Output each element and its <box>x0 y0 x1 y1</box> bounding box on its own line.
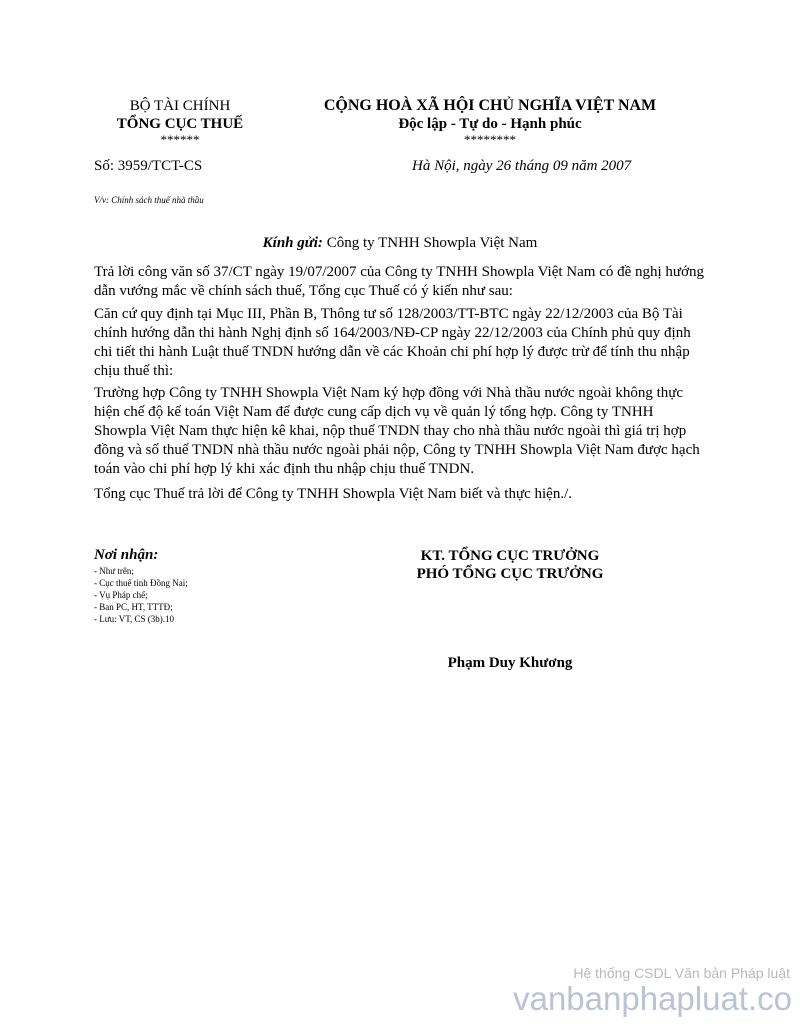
recipient-line <box>0 235 800 252</box>
issuing-agency: TỔNG CỤC THUẾ <box>116 116 244 132</box>
body-paragraph: Căn cứ quy định tại Mục III, Phần B, Thông tư số 128/2003/TT-BTC ngày 22/12/2003 của Bộ Tài chính hướng dẫn thi hành Nghị định số 164/2003/NĐ-CP ngày 22/12/2003 của Chính phủ quy định chi tiết thi hành Luật thuế TNDN hướng dẫn về các Khoản chi phí hợp lý được trừ để tính thu nhập chịu thuế thì: <box>94 306 691 379</box>
body-paragraph: Trả lời công văn số 37/CT ngày 19/07/2007 của Công ty TNHH Showpla Việt Nam có đề nghị hướng dẫn vướng mắc về chính sách thuế, Tổng cục Thuế có ý kiến như sau: <box>94 264 704 299</box>
document-number: Số: 3959/TCT-CS <box>94 158 203 174</box>
document-subject: V/v: Chính sách thuế nhà thầu <box>94 195 204 205</box>
recipients-list-item: - Lưu: VT, CS (3b).10 <box>94 614 175 624</box>
recipients-list-item: - Vụ Pháp chế; <box>94 590 148 600</box>
national-motto: Độc lập - Tự do - Hạnh phúc <box>398 116 582 132</box>
signature-block <box>360 547 660 583</box>
watermark-caption: Hệ thống CSDL Văn bản Pháp luật <box>573 965 790 981</box>
recipients-list-item: - Cục thuế tỉnh Đồng Nai; <box>94 578 188 588</box>
nation-title: CỘNG HOÀ XÃ HỘI CHỦ NGHĨA VIỆT NAM <box>323 97 657 114</box>
agency-stars: ****** <box>160 132 200 147</box>
recipient-name: Công ty TNHH Showpla Việt Nam <box>326 235 538 251</box>
recipients-list-title: Nơi nhận: <box>94 547 159 563</box>
signer-name: Phạm Duy Khương <box>447 655 573 671</box>
body-paragraph: Trường hợp Công ty TNHH Showpla Việt Nam ký hợp đồng với Nhà thầu nước ngoài không thực hiện chế độ kế toán Việt Nam để được cung cấp dịch vụ về quản lý tổng hợp. Công ty TNHH Showpla Việt Nam thực hiện kê khai, nộp thuế TNDN thay cho nhà thầu nước ngoài thì giá trị hợp đồng và số thuế TNDN nhà thầu nước ngoài phải nộp, Công ty TNHH Showpla Việt Nam được hạch toán vào chi phí hợp lý khi xác định thu nhập chịu thuế TNDN. <box>94 385 700 477</box>
recipients-list-item: - Ban PC, HT, TTTĐ; <box>94 602 173 612</box>
document-date: Hà Nội, ngày 26 tháng 09 năm 2007 <box>412 158 632 174</box>
signature-title-2: PHÓ TỔNG CỤC TRƯỞNG <box>416 566 604 582</box>
recipients-list-item: - Như trên; <box>94 566 134 576</box>
signature-title-1: KT. TỔNG CỤC TRƯỞNG <box>420 548 600 564</box>
recipient-label: Kính gửi: <box>262 235 323 251</box>
national-header-block <box>290 97 690 146</box>
motto-stars: ******** <box>464 132 516 147</box>
recipients-list <box>94 565 188 625</box>
issuing-agency-block <box>80 97 280 146</box>
parent-agency: BỘ TÀI CHÍNH <box>129 98 231 114</box>
body-paragraph: Tổng cục Thuế trả lời để Công ty TNHH Showpla Việt Nam biết và thực hiện./. <box>94 486 572 502</box>
watermark-site: vanbanphapluat.co <box>513 980 792 1017</box>
